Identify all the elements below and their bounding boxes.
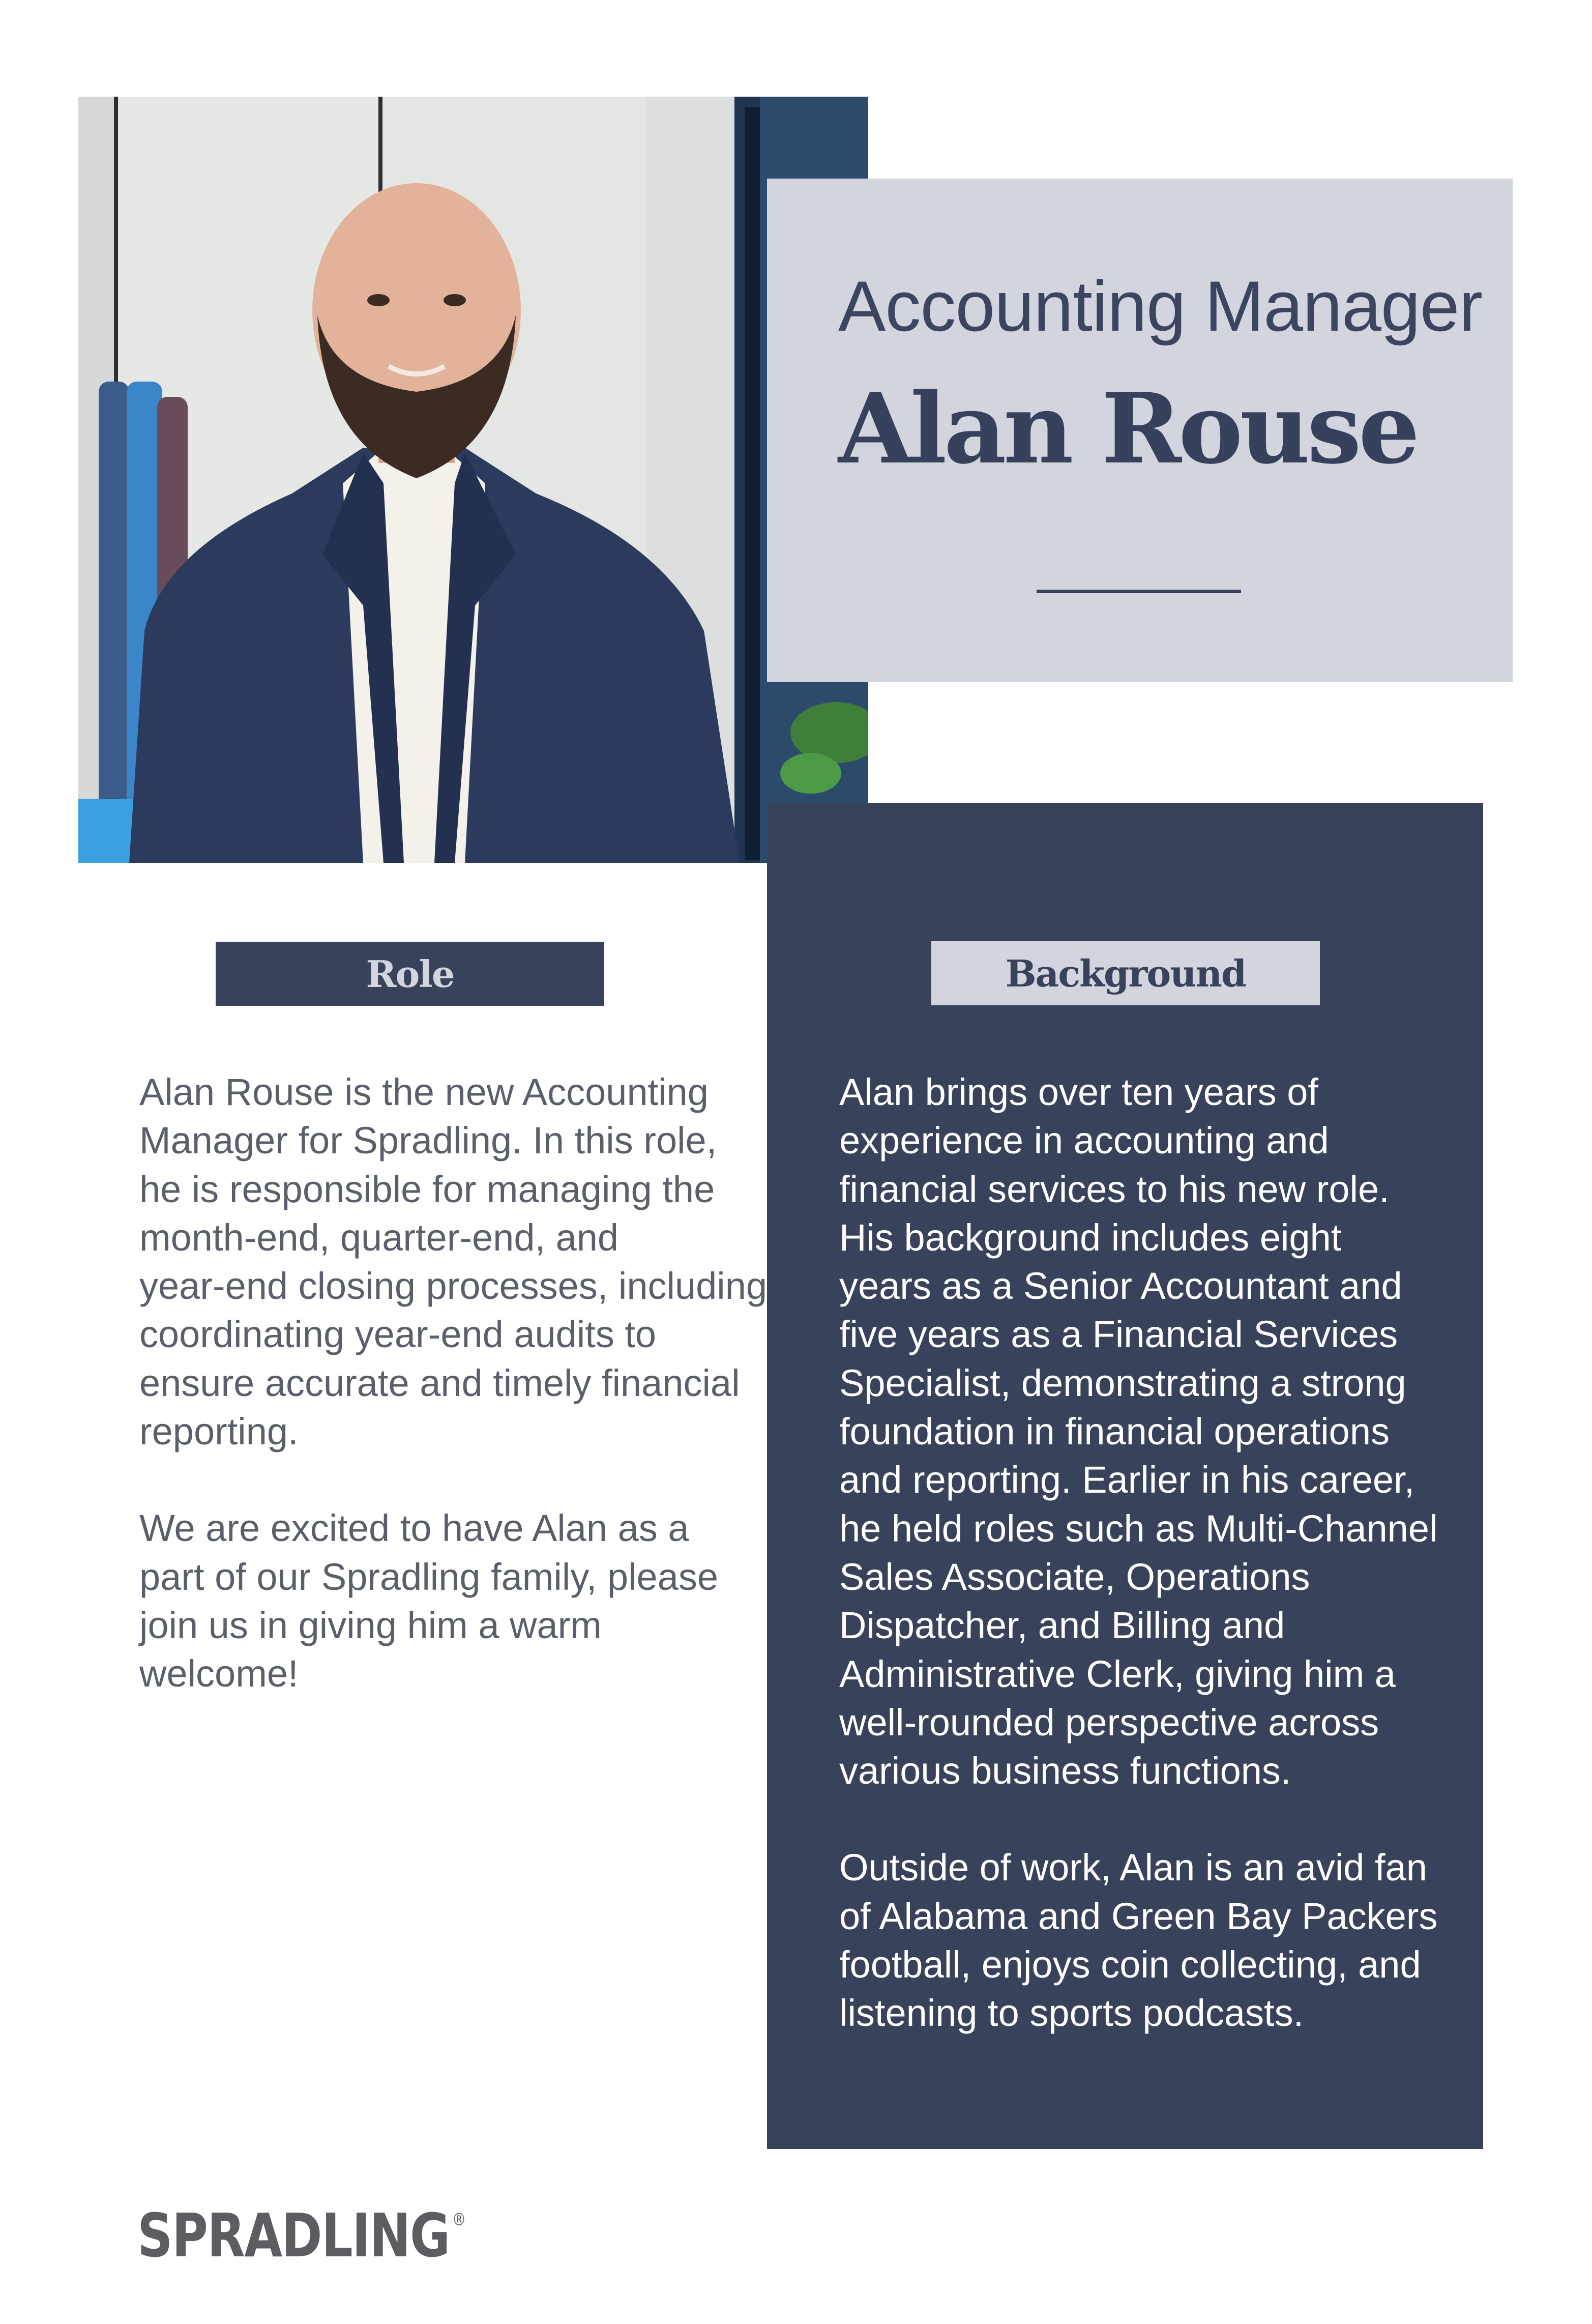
text-line: ensure accurate and timely financial — [139, 1361, 740, 1404]
logo-text: SPRADLING — [137, 2200, 450, 2271]
job-title: Accounting Manager — [838, 266, 1483, 346]
title-divider — [1037, 590, 1241, 593]
text-line: part of our Spradling family, please — [139, 1555, 719, 1598]
text-line: various business functions. — [839, 1750, 1291, 1792]
text-line: well-rounded perspective across — [839, 1701, 1379, 1744]
registered-mark: ® — [452, 2210, 465, 2230]
text-line: years as a Senior Accountant and — [839, 1265, 1402, 1308]
role-paragraph-2 — [139, 1504, 767, 1698]
text-line: Outside of work, Alan is an avid fan — [839, 1846, 1427, 1889]
text-line: month-end, quarter-end, and — [139, 1216, 619, 1259]
text-line: Alan brings over ten years of — [839, 1071, 1318, 1113]
text-line: welcome! — [139, 1652, 299, 1695]
text-line: he held roles such as Multi-Channel — [839, 1507, 1438, 1550]
role-label: Role — [216, 942, 604, 1006]
text-line: Specialist, demonstrating a strong — [839, 1361, 1406, 1404]
background-text — [839, 1068, 1437, 2038]
background-label: Background — [931, 941, 1320, 1005]
role-text — [139, 1068, 767, 1698]
text-line: and reporting. Earlier in his career, — [839, 1459, 1415, 1501]
role-paragraph-1 — [139, 1068, 767, 1456]
text-line: financial services to his new role. — [839, 1168, 1390, 1210]
text-line: of Alabama and Green Bay Packers — [839, 1895, 1438, 1937]
text-line: His background includes eight — [839, 1216, 1342, 1259]
text-line: foundation in financial operations — [839, 1410, 1390, 1453]
text-line: join us in giving him a warm — [139, 1604, 602, 1646]
text-line: experience in accounting and — [839, 1119, 1329, 1162]
text-line: listening to sports podcasts. — [839, 1992, 1304, 2035]
text-line: reporting. — [139, 1410, 299, 1453]
text-line: coordinating year-end audits to — [139, 1313, 657, 1356]
text-line: Sales Associate, Operations — [839, 1555, 1310, 1598]
spradling-logo — [137, 2200, 465, 2271]
text-line: Administrative Clerk, giving him a — [839, 1652, 1396, 1695]
text-line: football, enjoys coin collecting, and — [839, 1943, 1421, 1986]
text-line: We are excited to have Alan as a — [139, 1507, 689, 1550]
person-name: Alan Rouse — [838, 372, 1417, 485]
title-card — [767, 179, 1513, 682]
text-line: five years as a Financial Services — [839, 1313, 1398, 1356]
text-line: Dispatcher, and Billing and — [839, 1604, 1285, 1647]
text-line: Manager for Spradling. In this role, — [139, 1119, 717, 1162]
background-paragraph-2 — [839, 1843, 1437, 2037]
background-paragraph-1 — [839, 1068, 1437, 1795]
text-line: Alan Rouse is the new Accounting — [139, 1071, 709, 1113]
text-line: year-end closing processes, including — [139, 1265, 768, 1308]
text-line: he is responsible for managing the — [139, 1168, 715, 1210]
portrait-photo — [78, 97, 868, 863]
